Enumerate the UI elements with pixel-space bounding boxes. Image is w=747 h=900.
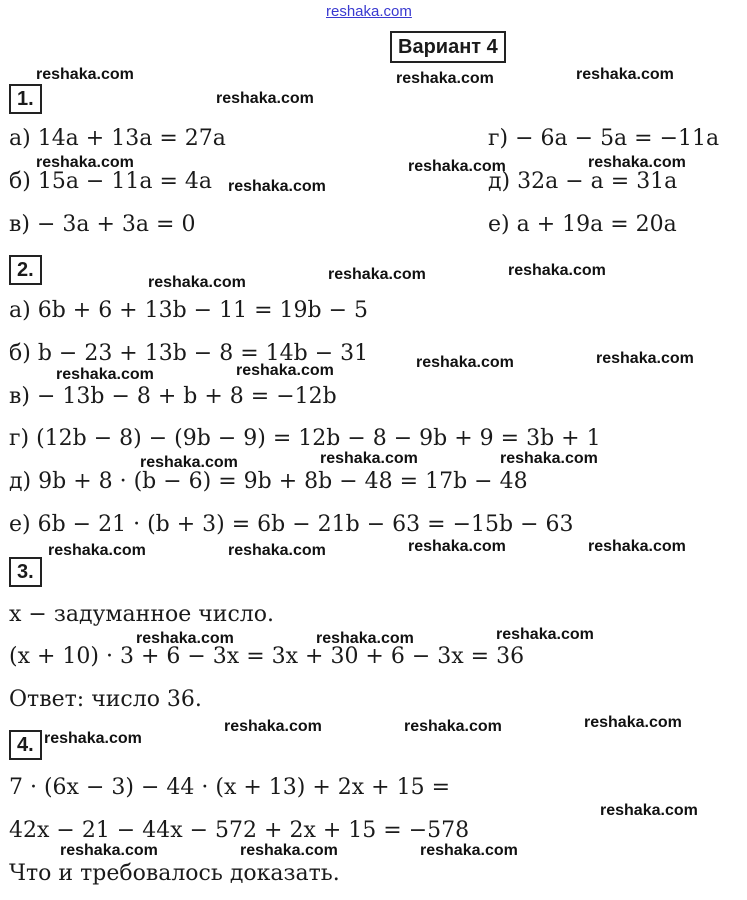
watermark: reshaka.com — [600, 802, 698, 819]
watermark: reshaka.com — [396, 70, 494, 87]
watermark: reshaka.com — [236, 362, 334, 379]
task-1-number: 1. — [9, 84, 42, 114]
watermark: reshaka.com — [224, 718, 322, 735]
task-4-number: 4. — [9, 730, 42, 760]
watermark: reshaka.com — [240, 842, 338, 859]
task-4-line-1: 7 · (6x − 3) − 44 · (x + 13) + 2x + 15 = — [9, 775, 451, 800]
task-2-line-e: е) 6b − 21 · (b + 3) = 6b − 21b − 63 = −15b − 63 — [9, 512, 574, 537]
task-1-line-g: г) − 6a − 5a = −11a — [488, 126, 720, 151]
task-2-number: 2. — [9, 255, 42, 285]
watermark: reshaka.com — [36, 154, 134, 171]
watermark: reshaka.com — [316, 630, 414, 647]
watermark: reshaka.com — [404, 718, 502, 735]
watermark: reshaka.com — [408, 538, 506, 555]
task-1-line-a: а) 14a + 13a = 27a — [9, 126, 226, 151]
watermark: reshaka.com — [508, 262, 606, 279]
watermark: reshaka.com — [408, 158, 506, 175]
watermark: reshaka.com — [420, 842, 518, 859]
watermark: reshaka.com — [56, 366, 154, 383]
watermark: reshaka.com — [148, 274, 246, 291]
watermark: reshaka.com — [596, 350, 694, 367]
watermark: reshaka.com — [500, 450, 598, 467]
watermark: reshaka.com — [140, 454, 238, 471]
watermark: reshaka.com — [228, 542, 326, 559]
watermark: reshaka.com — [320, 450, 418, 467]
task-1-line-d: д) 32a − a = 31a — [488, 169, 678, 194]
watermark: reshaka.com — [60, 842, 158, 859]
watermark: reshaka.com — [228, 178, 326, 195]
watermark: reshaka.com — [584, 714, 682, 731]
watermark: reshaka.com — [36, 66, 134, 83]
watermark: reshaka.com — [44, 730, 142, 747]
watermark: reshaka.com — [588, 154, 686, 171]
watermark: reshaka.com — [136, 630, 234, 647]
task-3-answer: Ответ: число 36. — [9, 687, 202, 712]
watermark: reshaka.com — [576, 66, 674, 83]
task-3-line-1: x − задуманное число. — [9, 602, 274, 627]
watermark: reshaka.com — [328, 266, 426, 283]
task-2-line-d: д) 9b + 8 · (b − 6) = 9b + 8b − 48 = 17b − 48 — [9, 469, 528, 494]
task-2-line-v: в) − 13b − 8 + b + 8 = −12b — [9, 384, 337, 409]
watermark: reshaka.com — [588, 538, 686, 555]
watermark: reshaka.com — [416, 354, 514, 371]
task-2-line-a: а) 6b + 6 + 13b − 11 = 19b − 5 — [9, 298, 369, 323]
task-1-line-b: б) 15a − 11a = 4a — [9, 169, 212, 194]
variant-label: Вариант 4 — [390, 31, 506, 63]
watermark: reshaka.com — [496, 626, 594, 643]
task-2-line-b: б) b − 23 + 13b − 8 = 14b − 31 — [9, 341, 369, 366]
task-4-line-3: Что и требовалось доказать. — [9, 861, 340, 886]
task-3-number: 3. — [9, 557, 42, 587]
task-4-line-2: 42x − 21 − 44x − 572 + 2x + 15 = −578 — [9, 818, 470, 843]
task-1-line-v: в) − 3a + 3a = 0 — [9, 212, 196, 237]
watermark-link[interactable]: reshaka.com — [326, 3, 412, 20]
task-3-line-2: (x + 10) · 3 + 6 − 3x = 3x + 30 + 6 − 3x = 36 — [9, 644, 525, 669]
task-1-line-e: е) a + 19a = 20a — [488, 212, 677, 237]
watermark: reshaka.com — [216, 90, 314, 107]
watermark: reshaka.com — [48, 542, 146, 559]
task-2-line-g: г) (12b − 8) − (9b − 9) = 12b − 8 − 9b + 9 = 3b + 1 — [9, 426, 601, 451]
